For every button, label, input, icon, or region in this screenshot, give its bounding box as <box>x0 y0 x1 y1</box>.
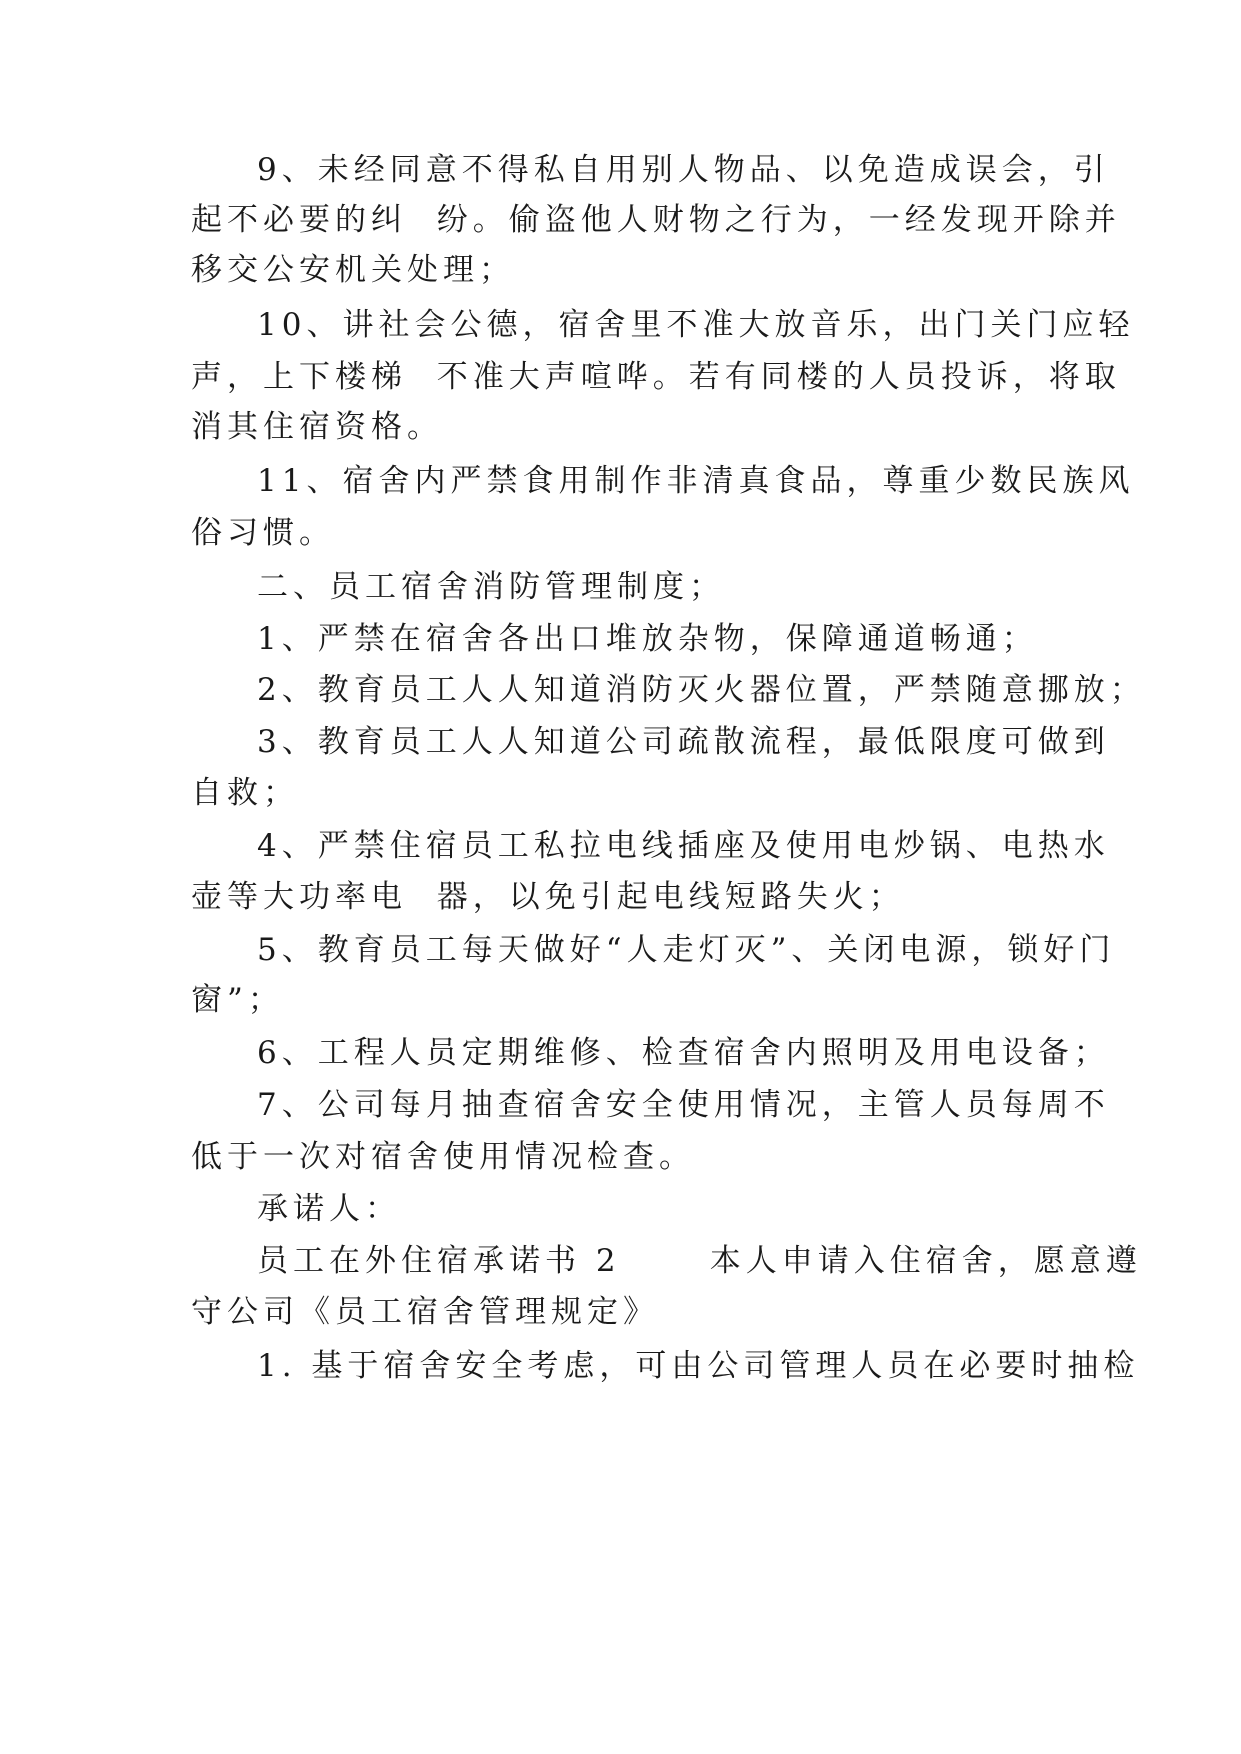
paragraph-11-line-1: 11、宿舍内严禁食用制作非清真食品，尊重少数民族风 <box>257 463 1135 499</box>
paragraph-10-line-2: 声，上下楼梯 不准大声喧哗。若有同楼的人员投诉，将取 <box>191 359 1121 395</box>
commitment-item-1: 1. 基于宿舍安全考虑，可由公司管理人员在必要时抽检 <box>257 1348 1140 1384</box>
fire-rule-2: 2、教育员工人人知道消防灭火器位置，严禁随意挪放； <box>257 672 1146 708</box>
fire-rule-6: 6、工程人员定期维修、检查宿舍内照明及用电设备； <box>257 1035 1110 1071</box>
paragraph-9-line-3: 移交公安机关处理； <box>191 252 515 288</box>
fire-rule-1: 1、严禁在宿舍各出口堆放杂物，保障通道畅通； <box>257 621 1038 657</box>
fire-rule-5-line-2: 窗”； <box>191 982 284 1018</box>
paragraph-10-line-3: 消其住宿资格。 <box>191 409 443 445</box>
fire-rule-3-line-2: 自救； <box>191 775 299 811</box>
paragraph-10-line-1: 10、讲社会公德，宿舍里不准大放音乐，出门关门应轻 <box>257 307 1135 343</box>
promisor-label: 承诺人： <box>257 1191 401 1227</box>
paragraph-9-line-1: 9、未经同意不得私自用别人物品、以免造成误会，引 <box>257 152 1110 188</box>
fire-rule-3-line-1: 3、教育员工人人知道公司疏散流程，最低限度可做到 <box>257 724 1110 760</box>
fire-rule-4-line-2: 壶等大功率电 器，以免引起电线短路失火； <box>191 879 905 915</box>
fire-rule-4-line-1: 4、严禁住宿员工私拉电线插座及使用电炒锅、电热水 <box>257 828 1110 864</box>
fire-rule-7-line-2: 低于一次对宿舍使用情况检查。 <box>191 1139 695 1175</box>
paragraph-9-line-2: 起不必要的纠 纷。偷盗他人财物之行为，一经发现开除并 <box>191 202 1121 238</box>
section-heading-fire-safety: 二、员工宿舍消防管理制度； <box>257 569 725 605</box>
fire-rule-7-line-1: 7、公司每月抽查宿舍安全使用情况，主管人员每周不 <box>257 1087 1110 1123</box>
paragraph-11-line-2: 俗习惯。 <box>191 515 335 551</box>
commitment-letter-line-1: 员工在外住宿承诺书 2 本人申请入住宿舍，愿意遵 <box>257 1243 1142 1279</box>
commitment-letter-line-2: 守公司《员工宿舍管理规定》 <box>191 1294 659 1330</box>
fire-rule-5-line-1: 5、教育员工每天做好“人走灯灭”、关闭电源，锁好门 <box>257 932 1116 968</box>
